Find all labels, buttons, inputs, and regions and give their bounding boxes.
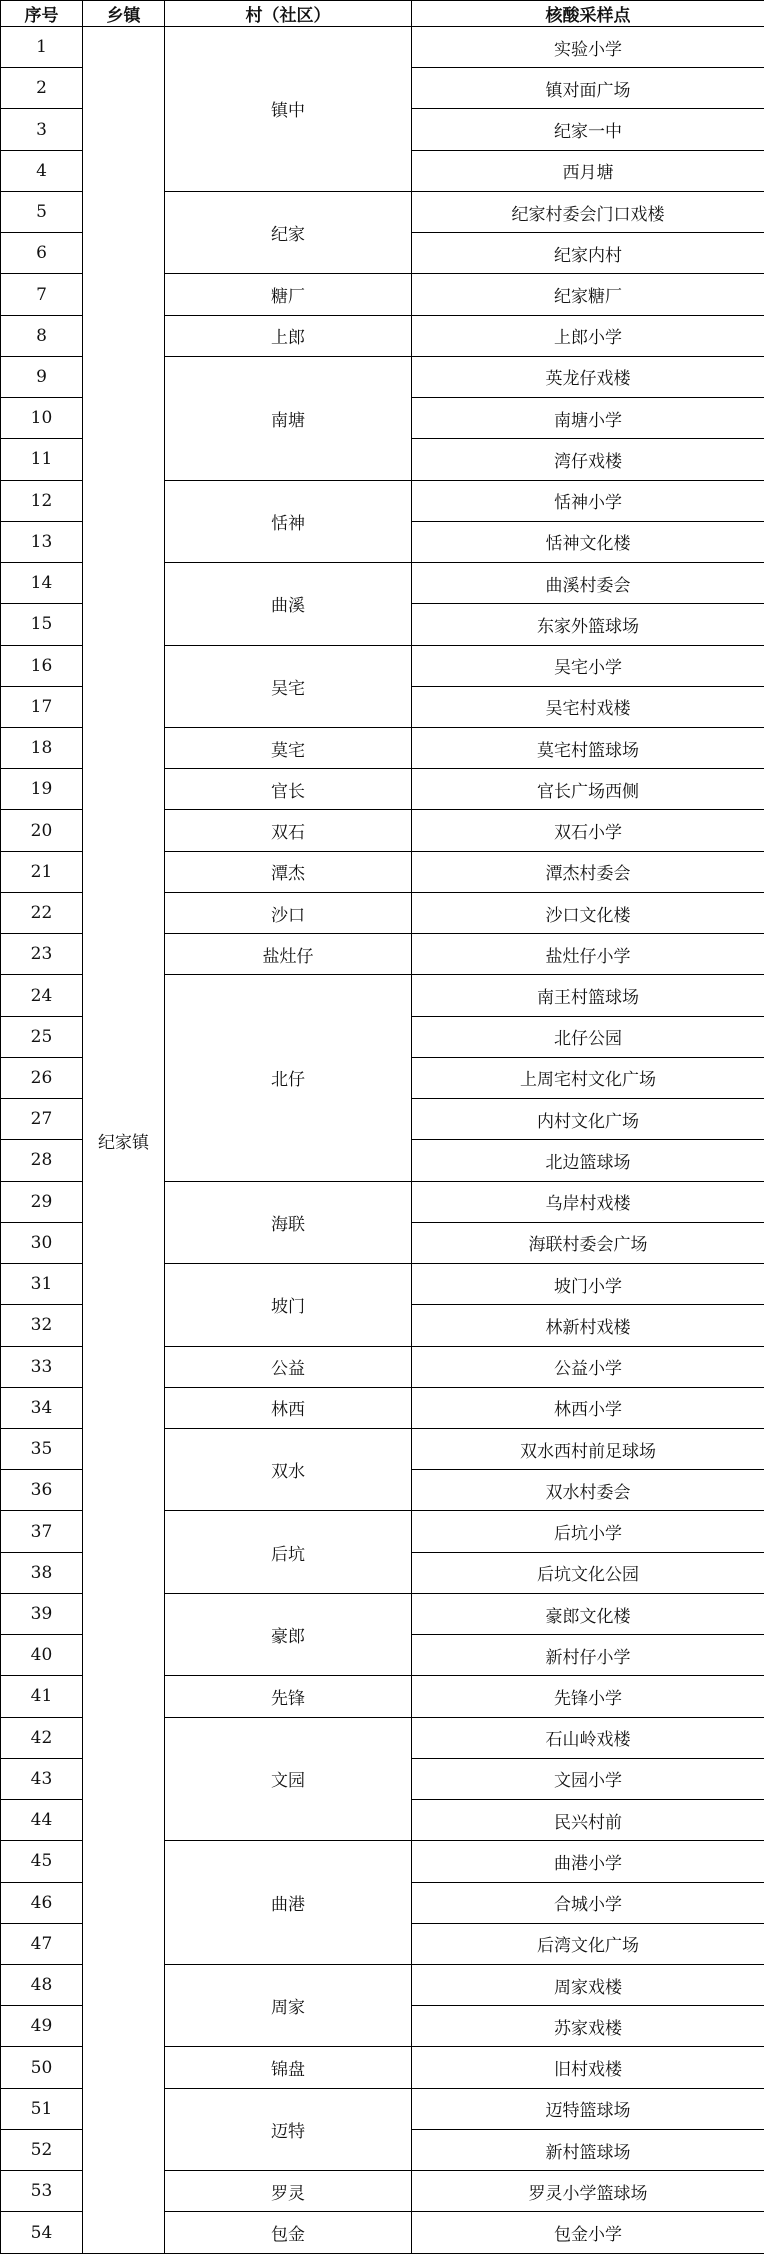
row-index: 11 (1, 439, 83, 480)
row-index: 49 (1, 2006, 83, 2047)
site-cell: 后湾文化广场 (412, 1923, 764, 1964)
village-cell: 纪家 (165, 191, 412, 273)
village-cell: 文园 (165, 1717, 412, 1841)
table-body (1, 27, 764, 2254)
row-index: 31 (1, 1264, 83, 1305)
row-index: 5 (1, 191, 83, 232)
site-cell: 西月塘 (412, 150, 764, 191)
row-index: 34 (1, 1387, 83, 1428)
site-cell: 林新村戏楼 (412, 1305, 764, 1346)
village-cell: 官长 (165, 769, 412, 810)
village-cell: 曲港 (165, 1841, 412, 1965)
row-index: 14 (1, 563, 83, 604)
village-cell: 后坑 (165, 1511, 412, 1593)
site-cell: 豪郎文化楼 (412, 1593, 764, 1634)
village-cell: 潭杰 (165, 851, 412, 892)
site-cell: 纪家内村 (412, 233, 764, 274)
village-cell: 锦盘 (165, 2047, 412, 2088)
site-cell: 北边篮球场 (412, 1140, 764, 1181)
site-cell: 旧村戏楼 (412, 2047, 764, 2088)
row-index: 18 (1, 727, 83, 768)
header-town: 乡镇 (83, 1, 165, 27)
row-index: 17 (1, 686, 83, 727)
village-cell: 上郎 (165, 315, 412, 356)
village-cell: 海联 (165, 1181, 412, 1263)
site-cell: 南塘小学 (412, 398, 764, 439)
village-cell: 糖厂 (165, 274, 412, 315)
site-cell: 湾仔戏楼 (412, 439, 764, 480)
row-index: 6 (1, 233, 83, 274)
header-site: 核酸采样点 (412, 1, 764, 27)
village-cell: 南塘 (165, 356, 412, 480)
header-village: 村（社区） (165, 1, 412, 27)
village-cell: 罗灵 (165, 2171, 412, 2212)
row-index: 25 (1, 1016, 83, 1057)
row-index: 7 (1, 274, 83, 315)
village-cell: 先锋 (165, 1676, 412, 1717)
site-cell: 林西小学 (412, 1387, 764, 1428)
site-cell: 恬神小学 (412, 480, 764, 521)
site-cell: 英龙仔戏楼 (412, 356, 764, 397)
row-index: 26 (1, 1057, 83, 1098)
row-index: 20 (1, 810, 83, 851)
site-cell: 周家戏楼 (412, 1965, 764, 2006)
row-index: 2 (1, 68, 83, 109)
site-cell: 镇对面广场 (412, 68, 764, 109)
row-index: 43 (1, 1758, 83, 1799)
village-cell: 北仔 (165, 975, 412, 1181)
site-cell: 曲港小学 (412, 1841, 764, 1882)
site-cell: 包金小学 (412, 2212, 764, 2254)
row-index: 12 (1, 480, 83, 521)
village-cell: 恬神 (165, 480, 412, 562)
row-index: 40 (1, 1635, 83, 1676)
row-index: 36 (1, 1470, 83, 1511)
site-cell: 潭杰村委会 (412, 851, 764, 892)
row-index: 52 (1, 2129, 83, 2170)
row-index: 54 (1, 2212, 83, 2254)
row-index: 33 (1, 1346, 83, 1387)
village-cell: 盐灶仔 (165, 934, 412, 975)
village-cell: 曲溪 (165, 563, 412, 645)
site-cell: 北仔公园 (412, 1016, 764, 1057)
row-index: 27 (1, 1099, 83, 1140)
town-cell: 纪家镇 (83, 27, 165, 2254)
village-cell: 镇中 (165, 27, 412, 192)
row-index: 8 (1, 315, 83, 356)
site-cell: 乌岸村戏楼 (412, 1181, 764, 1222)
row-index: 48 (1, 1965, 83, 2006)
village-cell: 沙口 (165, 892, 412, 933)
site-cell: 上周宅村文化广场 (412, 1057, 764, 1098)
village-cell: 莫宅 (165, 727, 412, 768)
row-index: 30 (1, 1222, 83, 1263)
row-index: 29 (1, 1181, 83, 1222)
site-cell: 盐灶仔小学 (412, 934, 764, 975)
row-index: 42 (1, 1717, 83, 1758)
row-index: 13 (1, 521, 83, 562)
site-cell: 民兴村前 (412, 1800, 764, 1841)
row-index: 23 (1, 934, 83, 975)
site-cell: 纪家糖厂 (412, 274, 764, 315)
site-cell: 双水村委会 (412, 1470, 764, 1511)
table-row (1, 27, 764, 68)
site-cell: 纪家村委会门口戏楼 (412, 191, 764, 232)
site-cell: 官长广场西侧 (412, 769, 764, 810)
site-cell: 莫宅村篮球场 (412, 727, 764, 768)
village-cell: 坡门 (165, 1264, 412, 1346)
row-index: 35 (1, 1428, 83, 1469)
row-index: 37 (1, 1511, 83, 1552)
row-index: 22 (1, 892, 83, 933)
village-cell: 双石 (165, 810, 412, 851)
row-index: 41 (1, 1676, 83, 1717)
site-cell: 沙口文化楼 (412, 892, 764, 933)
site-cell: 东家外篮球场 (412, 604, 764, 645)
row-index: 16 (1, 645, 83, 686)
row-index: 1 (1, 27, 83, 68)
site-cell: 纪家一中 (412, 109, 764, 150)
site-cell: 双水西村前足球场 (412, 1428, 764, 1469)
site-cell: 迈特篮球场 (412, 2088, 764, 2129)
site-cell: 石山岭戏楼 (412, 1717, 764, 1758)
site-cell: 实验小学 (412, 27, 764, 68)
village-cell: 包金 (165, 2212, 412, 2254)
site-cell: 文园小学 (412, 1758, 764, 1799)
village-cell: 周家 (165, 1965, 412, 2047)
site-cell: 上郎小学 (412, 315, 764, 356)
site-cell: 内村文化广场 (412, 1099, 764, 1140)
site-cell: 恬神文化楼 (412, 521, 764, 562)
site-cell: 坡门小学 (412, 1264, 764, 1305)
site-cell: 合城小学 (412, 1882, 764, 1923)
row-index: 47 (1, 1923, 83, 1964)
row-index: 46 (1, 1882, 83, 1923)
site-cell: 南王村篮球场 (412, 975, 764, 1016)
row-index: 15 (1, 604, 83, 645)
row-index: 44 (1, 1800, 83, 1841)
village-cell: 双水 (165, 1428, 412, 1510)
site-cell: 先锋小学 (412, 1676, 764, 1717)
row-index: 39 (1, 1593, 83, 1634)
site-cell: 吴宅村戏楼 (412, 686, 764, 727)
row-index: 10 (1, 398, 83, 439)
site-cell: 吴宅小学 (412, 645, 764, 686)
site-cell: 苏家戏楼 (412, 2006, 764, 2047)
site-cell: 海联村委会广场 (412, 1222, 764, 1263)
row-index: 53 (1, 2171, 83, 2212)
row-index: 19 (1, 769, 83, 810)
row-index: 3 (1, 109, 83, 150)
site-cell: 双石小学 (412, 810, 764, 851)
row-index: 9 (1, 356, 83, 397)
village-cell: 迈特 (165, 2088, 412, 2170)
row-index: 24 (1, 975, 83, 1016)
site-cell: 新村篮球场 (412, 2129, 764, 2170)
site-cell: 公益小学 (412, 1346, 764, 1387)
row-index: 50 (1, 2047, 83, 2088)
site-cell: 新村仔小学 (412, 1635, 764, 1676)
village-cell: 吴宅 (165, 645, 412, 727)
site-cell: 后坑文化公园 (412, 1552, 764, 1593)
row-index: 45 (1, 1841, 83, 1882)
row-index: 38 (1, 1552, 83, 1593)
row-index: 4 (1, 150, 83, 191)
village-cell: 豪郎 (165, 1593, 412, 1675)
row-index: 21 (1, 851, 83, 892)
site-cell: 后坑小学 (412, 1511, 764, 1552)
village-cell: 公益 (165, 1346, 412, 1387)
village-cell: 林西 (165, 1387, 412, 1428)
header-index: 序号 (1, 1, 83, 27)
header-row (1, 1, 764, 27)
site-cell: 罗灵小学篮球场 (412, 2171, 764, 2212)
site-cell: 曲溪村委会 (412, 563, 764, 604)
row-index: 28 (1, 1140, 83, 1181)
row-index: 32 (1, 1305, 83, 1346)
row-index: 51 (1, 2088, 83, 2129)
